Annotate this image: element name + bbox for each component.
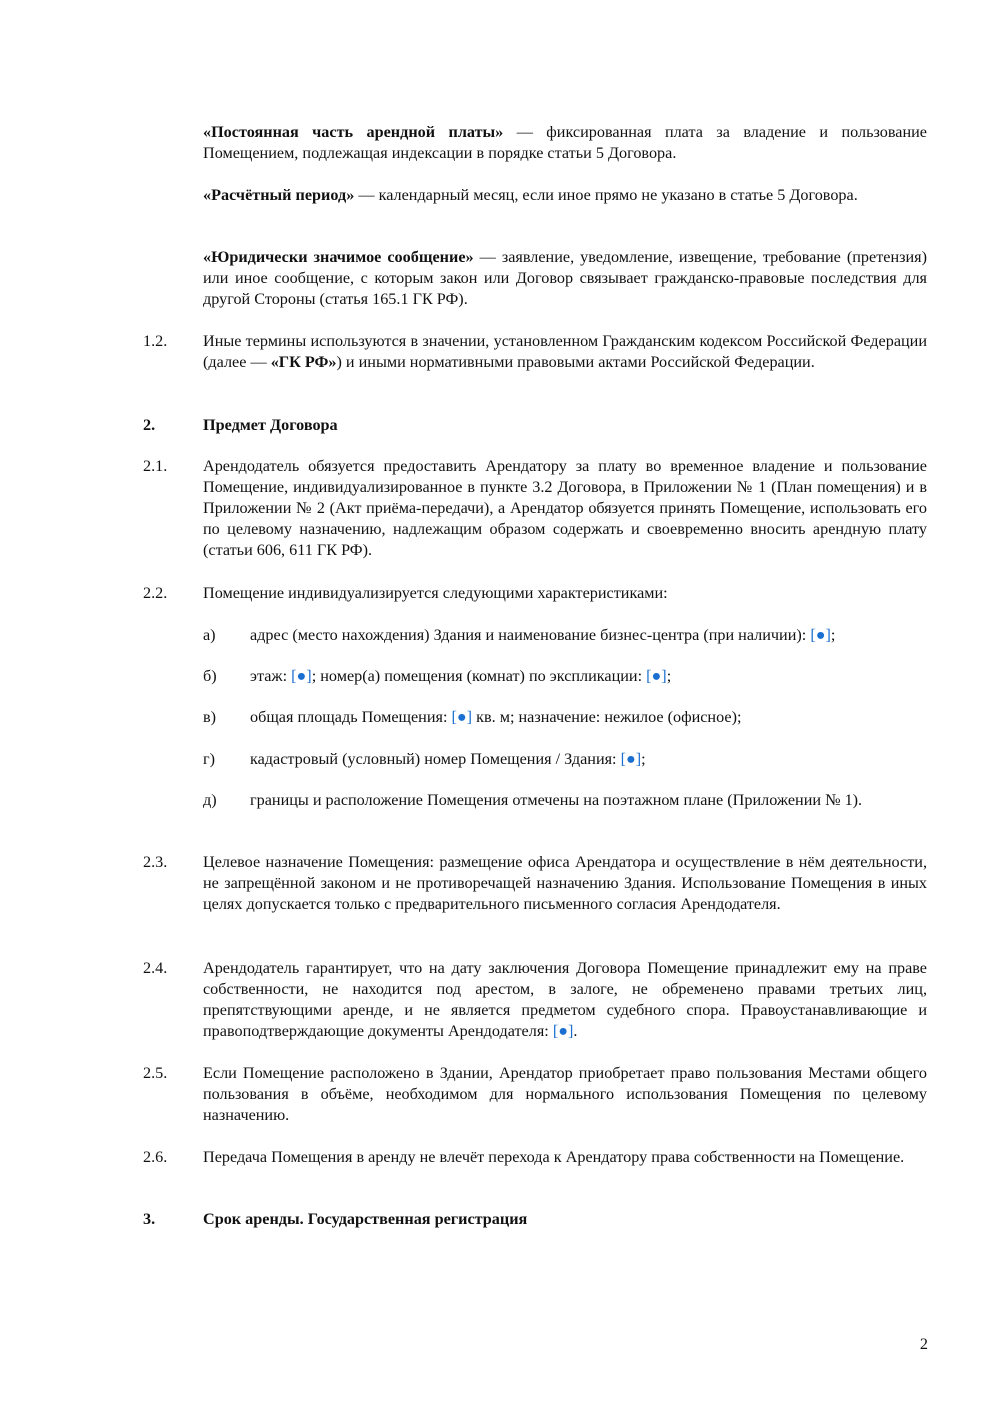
clause-term: «ГК РФ»: [270, 353, 337, 371]
clause-number: 2.4.: [143, 959, 168, 977]
subitem-letter: д): [203, 791, 217, 809]
definition-text: — календарный месяц, если иное прямо не указано в статье 5 Договора.: [354, 186, 858, 204]
definition-legal-message: [203, 247, 927, 310]
placeholder-field[interactable]: [●]: [291, 667, 312, 685]
clause-text-part: Арендодатель гарантирует, что на дату заключения Договора Помещение принадлежит ему на праве собственности, не находится под арестом, в залоге, не обременено правами третьих лиц, препятствующими аренде, и не является предметом судебного спора. Правоустанавливающие и правоподтверждающие документы Арендодателя:: [203, 959, 927, 1040]
clause-2-4: [143, 958, 927, 1042]
clause-text-part: ) и иными нормативными правовыми актами Российской Федерации.: [336, 353, 815, 371]
clause-2-5: [143, 1063, 927, 1126]
subitem-text: [250, 625, 927, 646]
clause-2-1: [143, 456, 927, 561]
definition-settlement-period: [203, 185, 927, 206]
definition-term: «Постоянная часть арендной платы»: [203, 123, 504, 141]
subitem-letter: в): [203, 708, 217, 726]
subitem-b: [203, 666, 927, 687]
subitem-text-part: этаж:: [250, 667, 292, 685]
placeholder-field[interactable]: [●]: [552, 1022, 574, 1040]
subitem-a: [203, 625, 927, 646]
clause-number: 2.3.: [143, 853, 168, 871]
subitem-letter: г): [203, 750, 216, 768]
subitem-text-part: общая площадь Помещения:: [250, 708, 452, 726]
subitem-text-part: ; номер(а) помещения (комнат) по экспликации:: [311, 667, 647, 685]
placeholder-field[interactable]: [●]: [646, 667, 667, 685]
subitem-text-part: ;: [666, 667, 672, 685]
section-title: Срок аренды. Государственная регистрация: [203, 1210, 528, 1228]
clause-number: 2.6.: [143, 1148, 168, 1166]
subitem-g: [203, 749, 927, 770]
definition-term: «Расчётный период»: [203, 186, 355, 204]
subitem-text: [250, 749, 927, 770]
placeholder-field[interactable]: [●]: [810, 626, 831, 644]
clause-number: 2.2.: [143, 584, 168, 602]
clause-text: Арендодатель обязуется предоставить Арендатору за плату во временное владение и пользование Помещение, индивидуализированное в пункте 3.2 Договора, в Приложении № 1 (План помещения) и в Приложении № 2 (Акт приёма-передачи), а Арендатор обязуется принять Помещение, использовать его по целевому назначению, надлежащим образом содержать и своевременно вносить арендную плату (статьи 606, 611 ГК РФ).: [203, 457, 927, 559]
subitem-text: границы и расположение Помещения отмечены на поэтажном плане (Приложении № 1).: [250, 791, 863, 809]
clause-2-2: [143, 583, 927, 604]
placeholder-field[interactable]: [●]: [451, 708, 473, 726]
section-2-heading: [143, 415, 927, 436]
section-number: 3.: [143, 1210, 156, 1228]
definition-text: — заявление, уведомление, извещение, требование (претензия) или иное сообщение, с которым закон или Договор связывает гражданско-правовые последствия для другой Стороны (статья 165.1 ГК РФ).: [203, 248, 928, 308]
definition-term: «Юридически значимое сообщение»: [203, 248, 474, 266]
clause-text: [203, 331, 927, 373]
clause-text: Помещение индивидуализируется следующими характеристиками:: [203, 584, 668, 602]
subitem-text-part: ;: [830, 626, 836, 644]
subitem-letter: а): [203, 626, 216, 644]
subitem-text: [250, 707, 927, 728]
subitem-letter: б): [203, 667, 217, 685]
section-title: Предмет Договора: [203, 416, 338, 434]
clause-2-3: [143, 852, 927, 915]
section-3-heading: [143, 1209, 927, 1230]
clause-text: Если Помещение расположено в Здании, Арендатор приобретает право пользования Местами общего пользования в объёме, необходимом для нормального использования Помещения по целевому назначению.: [203, 1064, 927, 1124]
subitem-v: [203, 707, 927, 728]
placeholder-field[interactable]: [●]: [620, 750, 642, 768]
clause-1-2: [143, 331, 927, 373]
clause-number: 2.1.: [143, 457, 168, 475]
definition-fixed-rent: [203, 122, 927, 164]
subitem-d: [203, 790, 927, 811]
clause-number: 1.2.: [143, 332, 168, 350]
clause-text: Передача Помещения в аренду не влечёт перехода к Арендатору права собственности на Помещение.: [203, 1148, 905, 1166]
definition-text: — фиксированная плата за владение и пользование Помещением, подлежащая индексации в порядке статьи 5 Договора.: [203, 123, 927, 162]
subitem-text-part: кв. м; назначение: нежилое (офисное);: [472, 708, 742, 726]
clause-text-part: Иные термины используются в значении, установленном Гражданским кодексом Российской Федерации (далее —: [203, 332, 927, 371]
subitem-text-part: ;: [641, 750, 646, 768]
clause-text: Целевое назначение Помещения: размещение офиса Арендатора и осуществление в нём деятельности, не запрещённой законом и не противоречащей назначению Здания. Использование Помещения в иных целях допускается только с предварительного письменного согласия Арендодателя.: [203, 853, 927, 913]
clause-text: [203, 958, 927, 1042]
page-number: 2: [919, 1335, 928, 1353]
subitem-text-part: адрес (место нахождения) Здания и наименование бизнес-центра (при наличии):: [250, 626, 811, 644]
section-number: 2.: [143, 416, 156, 434]
subitem-text-part: кадастровый (условный) номер Помещения / Здания:: [250, 750, 621, 768]
clause-number: 2.5.: [143, 1064, 168, 1082]
clause-2-6: [143, 1147, 927, 1168]
clause-text-part: .: [573, 1022, 578, 1040]
subitem-text: [250, 666, 927, 687]
